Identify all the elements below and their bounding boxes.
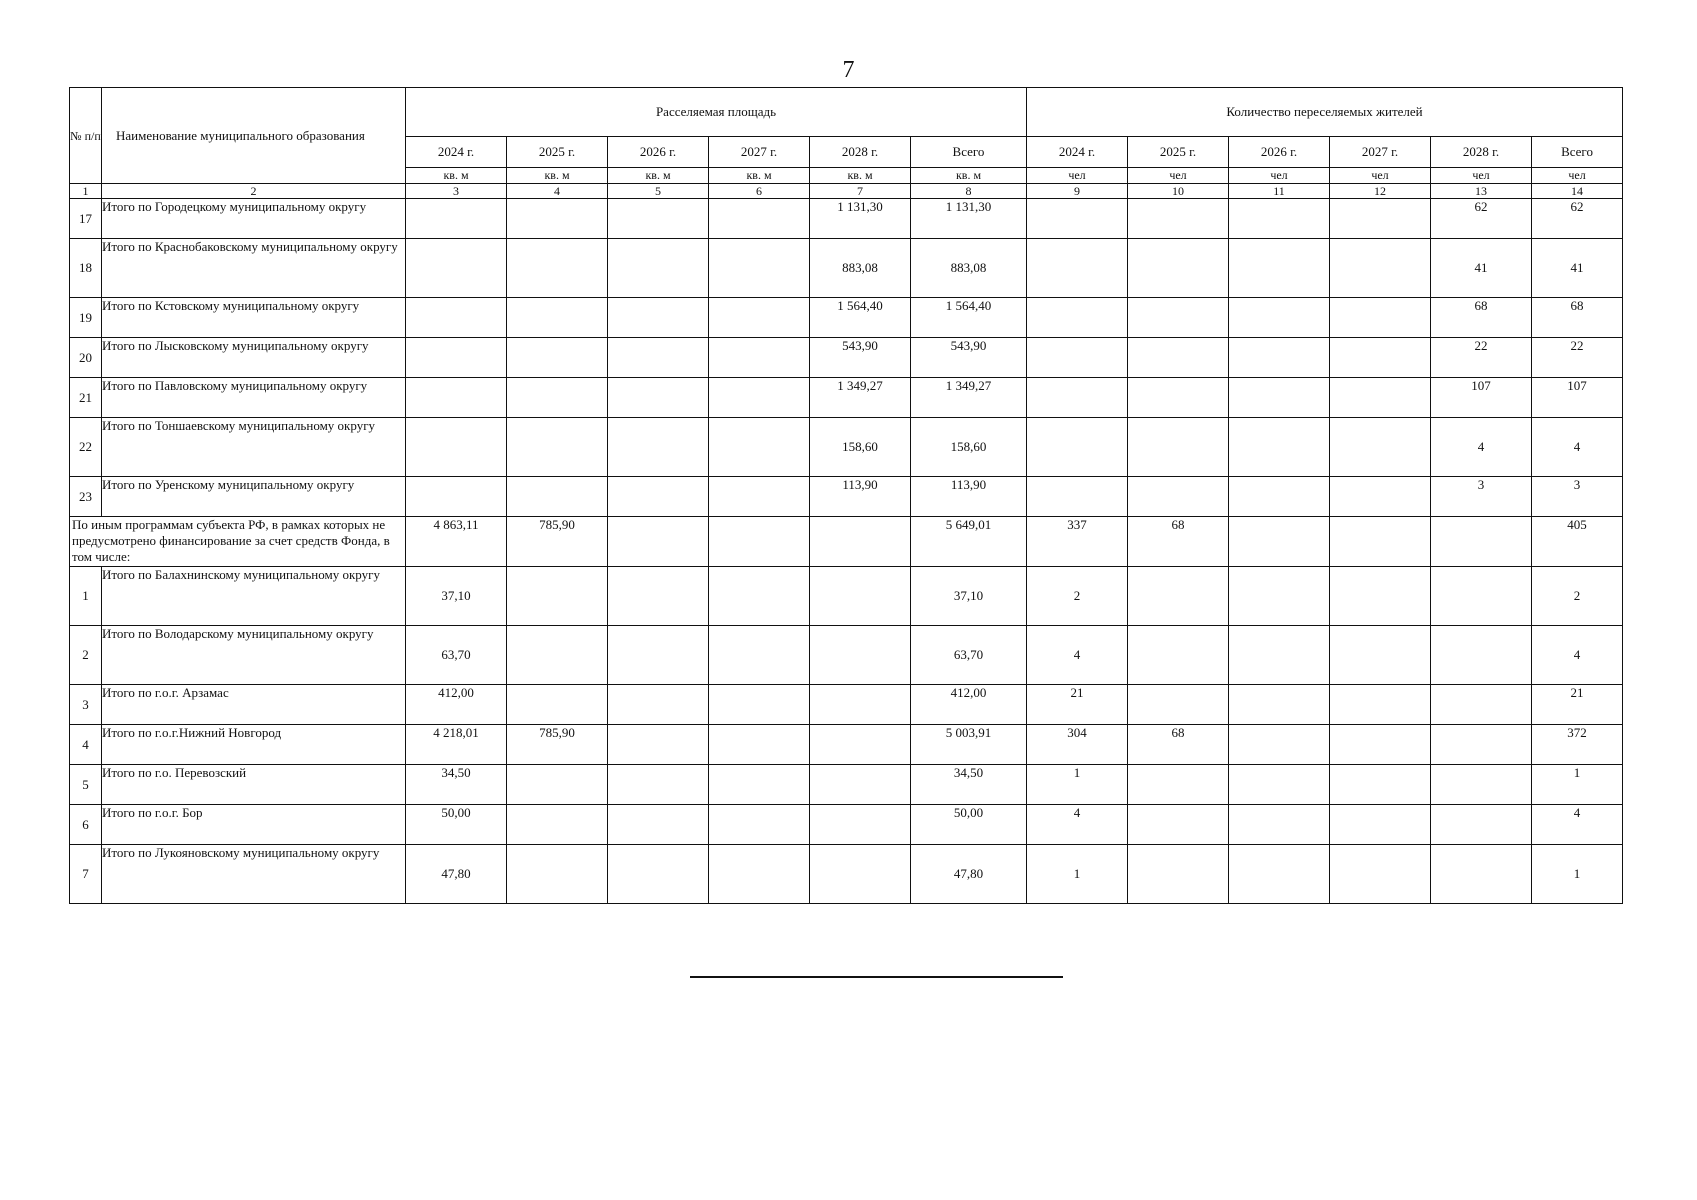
row-value-cell (810, 567, 911, 626)
table-row (70, 685, 1623, 725)
row-value-cell: 1 (1532, 765, 1623, 805)
subtotal-value-cell (810, 517, 911, 567)
row-value-cell (1330, 338, 1431, 378)
row-value-cell: 4 (1431, 418, 1532, 477)
header-unit-cell: кв. м (810, 168, 911, 184)
header-unit-cell: чел (1229, 168, 1330, 184)
row-value-cell (1229, 338, 1330, 378)
header-unit-cell: кв. м (507, 168, 608, 184)
row-value-cell (608, 725, 709, 765)
header-column-number-cell: 6 (709, 184, 810, 199)
end-of-document-line (690, 976, 1063, 978)
row-name-cell: Итого по Балахнинскому муниципальному округу (102, 567, 406, 626)
subtotal-value-cell (1229, 517, 1330, 567)
row-number-cell: 17 (70, 199, 102, 239)
row-value-cell (1229, 239, 1330, 298)
row-value-cell (507, 298, 608, 338)
row-value-cell: 22 (1532, 338, 1623, 378)
row-value-cell (709, 845, 810, 904)
row-value-cell: 107 (1431, 378, 1532, 418)
subtotal-value-cell (1330, 517, 1431, 567)
row-value-cell: 1 131,30 (911, 199, 1027, 239)
row-value-cell: 372 (1532, 725, 1623, 765)
row-value-cell (608, 567, 709, 626)
row-value-cell (608, 805, 709, 845)
row-name-cell: Итого по г.о.г. Арзамас (102, 685, 406, 725)
row-value-cell: 47,80 (406, 845, 507, 904)
row-value-cell (1229, 845, 1330, 904)
row-value-cell (1229, 567, 1330, 626)
row-value-cell: 113,90 (810, 477, 911, 517)
row-value-cell (608, 199, 709, 239)
header-group-people: Количество переселяемых жителей (1027, 88, 1623, 137)
row-value-cell (608, 765, 709, 805)
header-year-cell: 2028 г. (810, 137, 911, 168)
row-name-cell: Итого по Уренскому муниципальному округу (102, 477, 406, 517)
row-value-cell: 50,00 (406, 805, 507, 845)
row-value-cell: 1 564,40 (810, 298, 911, 338)
row-value-cell (1330, 199, 1431, 239)
row-number-cell: 19 (70, 298, 102, 338)
header-column-number-cell: 13 (1431, 184, 1532, 199)
row-value-cell (1330, 685, 1431, 725)
row-value-cell (507, 418, 608, 477)
row-value-cell: 412,00 (406, 685, 507, 725)
row-value-cell (810, 765, 911, 805)
row-value-cell: 41 (1431, 239, 1532, 298)
subtotal-value-cell: 4 863,11 (406, 517, 507, 567)
resettlement-table (69, 87, 1623, 904)
row-value-cell (709, 298, 810, 338)
subtotal-value-cell: 405 (1532, 517, 1623, 567)
row-value-cell (810, 845, 911, 904)
row-value-cell (507, 239, 608, 298)
row-name-cell: Итого по Кстовскому муниципальному округу (102, 298, 406, 338)
row-value-cell (608, 338, 709, 378)
row-value-cell (1330, 765, 1431, 805)
table-row (70, 765, 1623, 805)
row-name-cell: Итого по Павловскому муниципальному округу (102, 378, 406, 418)
row-value-cell (608, 378, 709, 418)
row-value-cell (1330, 477, 1431, 517)
row-number-cell: 22 (70, 418, 102, 477)
header-col-no: № п/п (70, 88, 102, 184)
header-year-cell: 2024 г. (406, 137, 507, 168)
row-value-cell (1229, 765, 1330, 805)
row-value-cell (507, 199, 608, 239)
row-number-cell: 7 (70, 845, 102, 904)
row-value-cell (1128, 845, 1229, 904)
row-value-cell: 113,90 (911, 477, 1027, 517)
row-value-cell (1330, 626, 1431, 685)
row-value-cell (1229, 298, 1330, 338)
header-year-cell: 2024 г. (1027, 137, 1128, 168)
row-value-cell: 1 (1532, 845, 1623, 904)
header-column-number-cell: 1 (70, 184, 102, 199)
header-column-number-cell: 5 (608, 184, 709, 199)
row-value-cell (406, 199, 507, 239)
header-unit-cell: чел (1431, 168, 1532, 184)
row-value-cell: 21 (1532, 685, 1623, 725)
row-value-cell (1229, 685, 1330, 725)
row-value-cell (1128, 199, 1229, 239)
row-value-cell (507, 477, 608, 517)
row-value-cell (1330, 567, 1431, 626)
row-value-cell (1229, 477, 1330, 517)
row-value-cell (709, 378, 810, 418)
header-year-cell: Всего (1532, 137, 1623, 168)
row-value-cell (1128, 378, 1229, 418)
row-value-cell (709, 239, 810, 298)
row-value-cell: 412,00 (911, 685, 1027, 725)
row-value-cell (709, 765, 810, 805)
header-year-cell: Всего (911, 137, 1027, 168)
row-name-cell: Итого по Тоншаевскому муниципальному округу (102, 418, 406, 477)
row-value-cell: 63,70 (911, 626, 1027, 685)
subtotal-row (70, 517, 1623, 567)
row-value-cell: 68 (1431, 298, 1532, 338)
row-value-cell: 543,90 (911, 338, 1027, 378)
row-value-cell (709, 418, 810, 477)
row-value-cell (810, 626, 911, 685)
row-value-cell (1128, 239, 1229, 298)
row-number-cell: 1 (70, 567, 102, 626)
row-value-cell (709, 199, 810, 239)
row-value-cell (608, 477, 709, 517)
row-value-cell (1431, 626, 1532, 685)
row-value-cell (608, 845, 709, 904)
row-value-cell (709, 477, 810, 517)
row-value-cell: 2 (1027, 567, 1128, 626)
row-value-cell (1128, 298, 1229, 338)
row-value-cell (1027, 378, 1128, 418)
row-value-cell: 34,50 (911, 765, 1027, 805)
row-name-cell: Итого по Лысковскому муниципальному округу (102, 338, 406, 378)
row-value-cell (1027, 418, 1128, 477)
table-row (70, 338, 1623, 378)
row-value-cell: 22 (1431, 338, 1532, 378)
header-column-number-cell: 8 (911, 184, 1027, 199)
row-value-cell (1229, 725, 1330, 765)
header-unit-cell: чел (1330, 168, 1431, 184)
row-value-cell (406, 298, 507, 338)
row-value-cell (608, 626, 709, 685)
row-value-cell (608, 418, 709, 477)
row-value-cell: 5 003,91 (911, 725, 1027, 765)
table-row (70, 298, 1623, 338)
row-value-cell: 4 (1532, 805, 1623, 845)
subtotal-value-cell (1431, 517, 1532, 567)
header-unit-cell: чел (1027, 168, 1128, 184)
row-value-cell: 4 218,01 (406, 725, 507, 765)
row-value-cell (1431, 685, 1532, 725)
subtotal-value-cell: 5 649,01 (911, 517, 1027, 567)
header-unit-cell: кв. м (406, 168, 507, 184)
row-name-cell: Итого по Краснобаковскому муниципальному округу (102, 239, 406, 298)
row-value-cell (1431, 567, 1532, 626)
row-value-cell: 68 (1128, 725, 1229, 765)
row-value-cell (1330, 845, 1431, 904)
row-value-cell (1431, 845, 1532, 904)
row-value-cell: 68 (1532, 298, 1623, 338)
row-name-cell: Итого по Городецкому муниципальному округу (102, 199, 406, 239)
row-value-cell (1128, 567, 1229, 626)
table-row (70, 418, 1623, 477)
row-value-cell (1128, 338, 1229, 378)
table-row (70, 725, 1623, 765)
table-row (70, 477, 1623, 517)
row-value-cell (1229, 199, 1330, 239)
row-value-cell (1128, 805, 1229, 845)
row-value-cell: 1 349,27 (911, 378, 1027, 418)
row-value-cell: 21 (1027, 685, 1128, 725)
subtotal-value-cell (709, 517, 810, 567)
row-value-cell (1128, 626, 1229, 685)
header-column-number-cell: 3 (406, 184, 507, 199)
subtotal-value-cell (608, 517, 709, 567)
row-value-cell: 63,70 (406, 626, 507, 685)
table-body (70, 199, 1623, 904)
row-value-cell (507, 685, 608, 725)
row-value-cell (1229, 418, 1330, 477)
row-value-cell: 883,08 (911, 239, 1027, 298)
row-value-cell (1431, 765, 1532, 805)
table-row (70, 378, 1623, 418)
row-value-cell (507, 765, 608, 805)
row-number-cell: 21 (70, 378, 102, 418)
header-year-cell: 2025 г. (507, 137, 608, 168)
row-value-cell (810, 805, 911, 845)
header-column-number-cell: 12 (1330, 184, 1431, 199)
row-value-cell: 1 564,40 (911, 298, 1027, 338)
header-year-cell: 2027 г. (709, 137, 810, 168)
row-value-cell (406, 477, 507, 517)
page-number: 7 (842, 57, 855, 83)
header-year-cell: 2028 г. (1431, 137, 1532, 168)
header-unit-cell: чел (1128, 168, 1229, 184)
row-value-cell (1330, 239, 1431, 298)
row-value-cell: 37,10 (911, 567, 1027, 626)
header-year-cell: 2027 г. (1330, 137, 1431, 168)
row-value-cell: 62 (1532, 199, 1623, 239)
row-value-cell (1330, 805, 1431, 845)
header-column-number-cell: 4 (507, 184, 608, 199)
row-value-cell (608, 298, 709, 338)
row-value-cell: 3 (1431, 477, 1532, 517)
row-value-cell (1027, 298, 1128, 338)
row-value-cell (1128, 685, 1229, 725)
row-number-cell: 3 (70, 685, 102, 725)
row-value-cell (507, 338, 608, 378)
header-unit-cell: кв. м (911, 168, 1027, 184)
row-value-cell (507, 805, 608, 845)
row-number-cell: 2 (70, 626, 102, 685)
row-value-cell (406, 338, 507, 378)
row-value-cell: 304 (1027, 725, 1128, 765)
row-value-cell: 3 (1532, 477, 1623, 517)
header-column-number-cell: 14 (1532, 184, 1623, 199)
row-number-cell: 6 (70, 805, 102, 845)
row-value-cell (1027, 477, 1128, 517)
row-value-cell (1229, 378, 1330, 418)
row-value-cell (709, 805, 810, 845)
header-group-area: Расселяемая площадь (406, 88, 1027, 137)
row-number-cell: 20 (70, 338, 102, 378)
header-column-number-cell: 9 (1027, 184, 1128, 199)
table-row (70, 845, 1623, 904)
row-number-cell: 5 (70, 765, 102, 805)
row-value-cell (507, 378, 608, 418)
row-value-cell: 34,50 (406, 765, 507, 805)
subtotal-name-cell: По иным программам субъекта РФ, в рамках которых не предусмотрено финансирование за счет средств Фонда, в том числе: (70, 517, 406, 567)
row-value-cell: 62 (1431, 199, 1532, 239)
row-name-cell: Итого по г.о. Перевозский (102, 765, 406, 805)
row-value-cell: 1 349,27 (810, 378, 911, 418)
row-value-cell (810, 685, 911, 725)
row-value-cell: 1 (1027, 765, 1128, 805)
row-value-cell (709, 567, 810, 626)
table-header (70, 88, 1623, 199)
header-unit-cell: кв. м (709, 168, 810, 184)
row-value-cell (608, 239, 709, 298)
table-row (70, 626, 1623, 685)
subtotal-value-cell: 785,90 (507, 517, 608, 567)
row-value-cell (709, 685, 810, 725)
row-value-cell (709, 725, 810, 765)
row-value-cell (406, 418, 507, 477)
row-value-cell (1229, 805, 1330, 845)
table-row (70, 199, 1623, 239)
row-value-cell (1330, 298, 1431, 338)
row-value-cell (406, 378, 507, 418)
row-value-cell (507, 845, 608, 904)
header-column-number-cell: 7 (810, 184, 911, 199)
header-year-cell: 2026 г. (608, 137, 709, 168)
row-value-cell (1431, 805, 1532, 845)
row-value-cell: 883,08 (810, 239, 911, 298)
row-value-cell (1027, 199, 1128, 239)
row-value-cell: 4 (1027, 805, 1128, 845)
row-value-cell (709, 626, 810, 685)
row-value-cell: 4 (1027, 626, 1128, 685)
row-value-cell: 37,10 (406, 567, 507, 626)
row-name-cell: Итого по г.о.г.Нижний Новгород (102, 725, 406, 765)
header-unit-cell: кв. м (608, 168, 709, 184)
row-value-cell (1431, 725, 1532, 765)
row-value-cell (810, 725, 911, 765)
table-row (70, 805, 1623, 845)
row-value-cell (507, 567, 608, 626)
row-value-cell (1330, 378, 1431, 418)
row-number-cell: 4 (70, 725, 102, 765)
header-column-number-cell: 2 (102, 184, 406, 199)
row-value-cell: 47,80 (911, 845, 1027, 904)
table-row (70, 239, 1623, 298)
row-value-cell (1027, 239, 1128, 298)
subtotal-value-cell: 68 (1128, 517, 1229, 567)
header-column-number-cell: 10 (1128, 184, 1229, 199)
row-value-cell (1330, 418, 1431, 477)
row-value-cell: 50,00 (911, 805, 1027, 845)
row-value-cell (507, 626, 608, 685)
row-value-cell (1128, 477, 1229, 517)
header-year-cell: 2026 г. (1229, 137, 1330, 168)
header-col-name: Наименование муниципального образования (102, 88, 406, 184)
row-value-cell: 543,90 (810, 338, 911, 378)
row-value-cell: 2 (1532, 567, 1623, 626)
table-row (70, 567, 1623, 626)
row-name-cell: Итого по Володарскому муниципальному округу (102, 626, 406, 685)
subtotal-value-cell: 337 (1027, 517, 1128, 567)
row-value-cell (1330, 725, 1431, 765)
row-value-cell (709, 338, 810, 378)
row-name-cell: Итого по г.о.г. Бор (102, 805, 406, 845)
row-value-cell (1128, 765, 1229, 805)
header-year-cell: 2025 г. (1128, 137, 1229, 168)
row-value-cell (406, 239, 507, 298)
row-value-cell (1027, 338, 1128, 378)
row-value-cell (1128, 418, 1229, 477)
row-number-cell: 18 (70, 239, 102, 298)
row-value-cell: 158,60 (911, 418, 1027, 477)
header-column-number-cell: 11 (1229, 184, 1330, 199)
header-unit-cell: чел (1532, 168, 1623, 184)
row-value-cell: 1 (1027, 845, 1128, 904)
row-value-cell: 4 (1532, 626, 1623, 685)
row-value-cell (1229, 626, 1330, 685)
row-value-cell: 41 (1532, 239, 1623, 298)
row-value-cell: 107 (1532, 378, 1623, 418)
header-column-numbers-row (70, 184, 1623, 199)
row-name-cell: Итого по Лукояновскому муниципальному округу (102, 845, 406, 904)
row-value-cell: 785,90 (507, 725, 608, 765)
row-value-cell: 158,60 (810, 418, 911, 477)
row-number-cell: 23 (70, 477, 102, 517)
row-value-cell (608, 685, 709, 725)
row-value-cell: 1 131,30 (810, 199, 911, 239)
row-value-cell: 4 (1532, 418, 1623, 477)
